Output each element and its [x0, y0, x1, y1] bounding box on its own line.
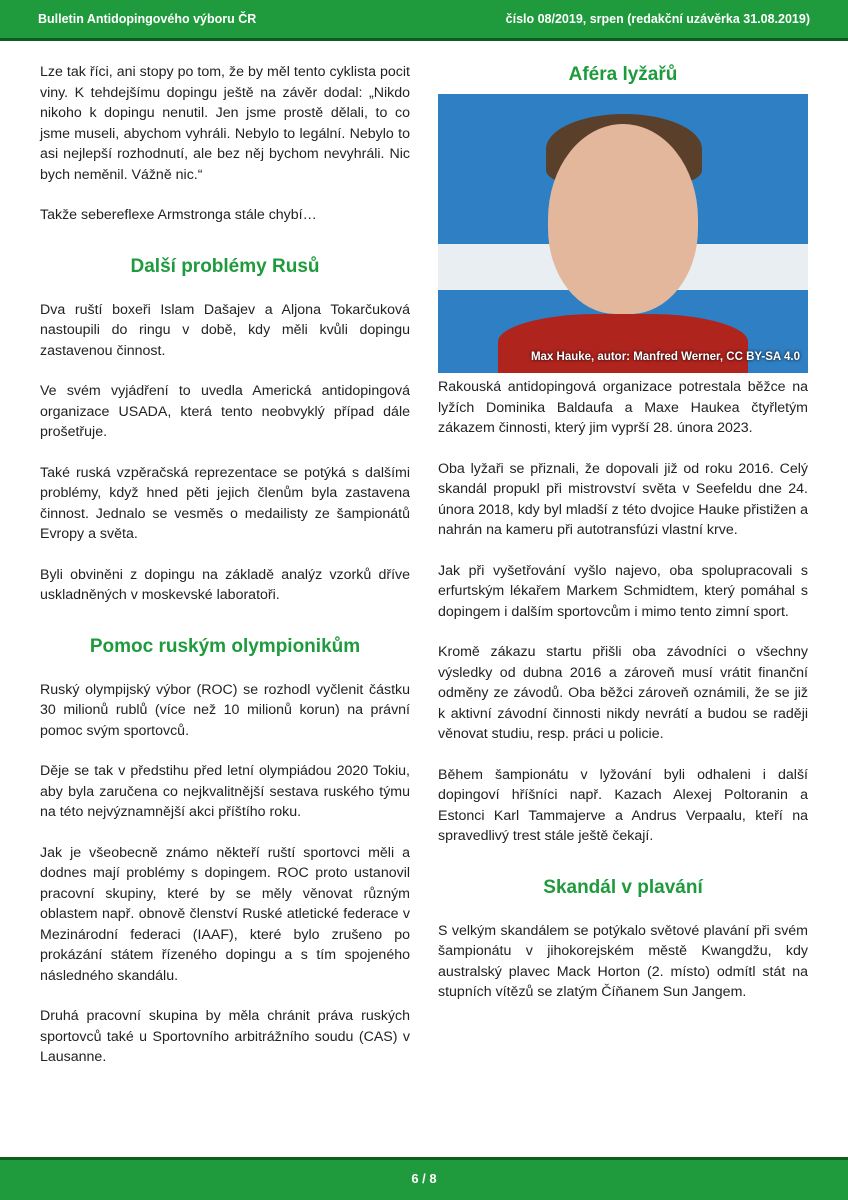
left-column: [40, 62, 410, 1088]
face-shape: [548, 124, 698, 314]
bulletin-title: Bulletin Antidopingového výboru ČR: [38, 12, 257, 26]
header-divider: [0, 38, 848, 41]
issue-info: číslo 08/2019, srpen (redakční uzávěrka 31.08.2019): [505, 12, 810, 26]
paragraph: Dva ruští boxeři Islam Dašajev a Aljona Tokarčuková nastoupili do ringu v době, kdy měli kvůli dopingu zastavenou činnost.: [40, 301, 410, 359]
page-header: [0, 0, 848, 38]
right-column: [438, 62, 808, 1023]
page-footer: [0, 1160, 848, 1200]
paragraph: Takže sebereflexe Armstronga stále chybí…: [40, 207, 317, 223]
paragraph: Rakouská antidopingová organizace potrestala běžce na lyžích Dominika Baldaufa a Maxe Haukea čtyřletým zákazem činnosti, který jim vyprší 28. února 2023.: [438, 379, 808, 436]
photo-caption: Max Hauke, autor: Manfred Werner, CC BY-SA 4.0: [530, 350, 800, 363]
paragraph: Ve svém vyjádření to uvedla Americká antidopingová organizace USADA, která tento neobvyklý případ dále prošetřuje.: [40, 383, 410, 440]
section-heading-pomoc: Pomoc ruským olympionikům: [89, 635, 361, 657]
paragraph: Během šampionátu v lyžování byli odhaleni i další dopingoví hříšníci např. Kazach Alexej Poltoranin a Estonci Karl Tammajerve a Andrus Verpaalu, kteří na spravedlivý trest stále ještě čekají.: [438, 766, 808, 844]
paragraph: Děje se tak v předstihu před letní olympiádou 2020 Tokiu, aby byla zaručena co nejkvalitnější sestava ruského týmu na této nejvýznamnější akci příštího roku.: [40, 763, 410, 820]
athlete-photo: [438, 94, 808, 373]
paragraph: Také ruská vzpěračská reprezentace se potýká s dalšími problémy, když hned pěti jejich členům byla zastavena činnost. Jednalo se vesměs o medailisty ze šampionátů Evropy a světa.: [40, 464, 410, 542]
page-number: 6 / 8: [411, 1171, 437, 1186]
paragraph: Lze tak říci, ani stopy po tom, že by měl tento cyklista pocit viny. K tehdejšímu dopingu ještě na závěr dodal: „Nikdo nikoho k dopingu nenutil. Jen jsme prostě dělali, to co jsme museli, abychom vyhráli. Nebylo to legální. Nebylo to asi nejlepší rozhodnutí, ale bez něj bychom nevyhráli. Nic bych neměnil. Vážně nic.“: [40, 64, 410, 183]
section-heading-afera: Aféra lyžařů: [568, 64, 678, 85]
paragraph: Jak při vyšetřování vyšlo najevo, oba spolupracovali s erfurtským lékařem Markem Schmidtem, který pomáhal s dopingem i dalším sportovcům i mimo tento zimní sport.: [438, 562, 808, 620]
paragraph: Ruský olympijský výbor (ROC) se rozhodl vyčlenit částku 30 milionů rublů (více než 10 milionů korun) na právní pomoc svým sportovců.: [40, 681, 410, 739]
paragraph: Kromě zákazu startu přišli oba závodníci o všechny výsledky od dubna 2016 a zároveň musí vrátit finanční odměny ze závodů. Oba běžci zároveň oznámili, že se již k aktivní závodní činnosti nikdy nevrátí a budou se raději věnovat studiu, resp. práci u policie.: [438, 644, 808, 742]
paragraph: S velkým skandálem se potýkalo světové plavání při svém šampionátu v jihokorejském městě Kwangdžu, kdy australský plavec Mack Horton (2. místo) odmítl stát na stupních vítězů se zlatým Číňanem Sun Jangem.: [438, 922, 808, 1000]
paragraph: Oba lyžaři se přiznali, že dopovali již od roku 2016. Celý skandál propukl při mistrovství světa v Seefeldu dne 24. února 2018, kdy byl mladší z této dvojice Hauke přistižen a nahrán na kameru při autotransfúzi vlastní krve.: [438, 460, 808, 538]
paragraph: Byli obviněni z dopingu na základě analýz vzorků dříve uskladněných v moskevské laboratoři.: [40, 566, 410, 603]
paragraph: Druhá pracovní skupina by měla chránit práva ruských sportovců také u Sportovního arbitrážního soudu (CAS) v Lausanne.: [40, 1008, 410, 1065]
section-heading-rusu: Další problémy Rusů: [130, 255, 320, 277]
section-heading-plavani: Skandál v plavání: [543, 876, 703, 898]
paragraph: Jak je všeobecně známo někteří ruští sportovci měli a dodnes mají problémy s dopingem. ROC proto ustanovil pracovní skupiny, které by se měly věnovat různým oblastem např. obnově členství Ruské atletické federace v Mezinárodní federaci (IAAF), které bylo zrušeno po prokázání státem řízeného dopingu a s tím spojeného následného skandálu.: [40, 844, 410, 984]
